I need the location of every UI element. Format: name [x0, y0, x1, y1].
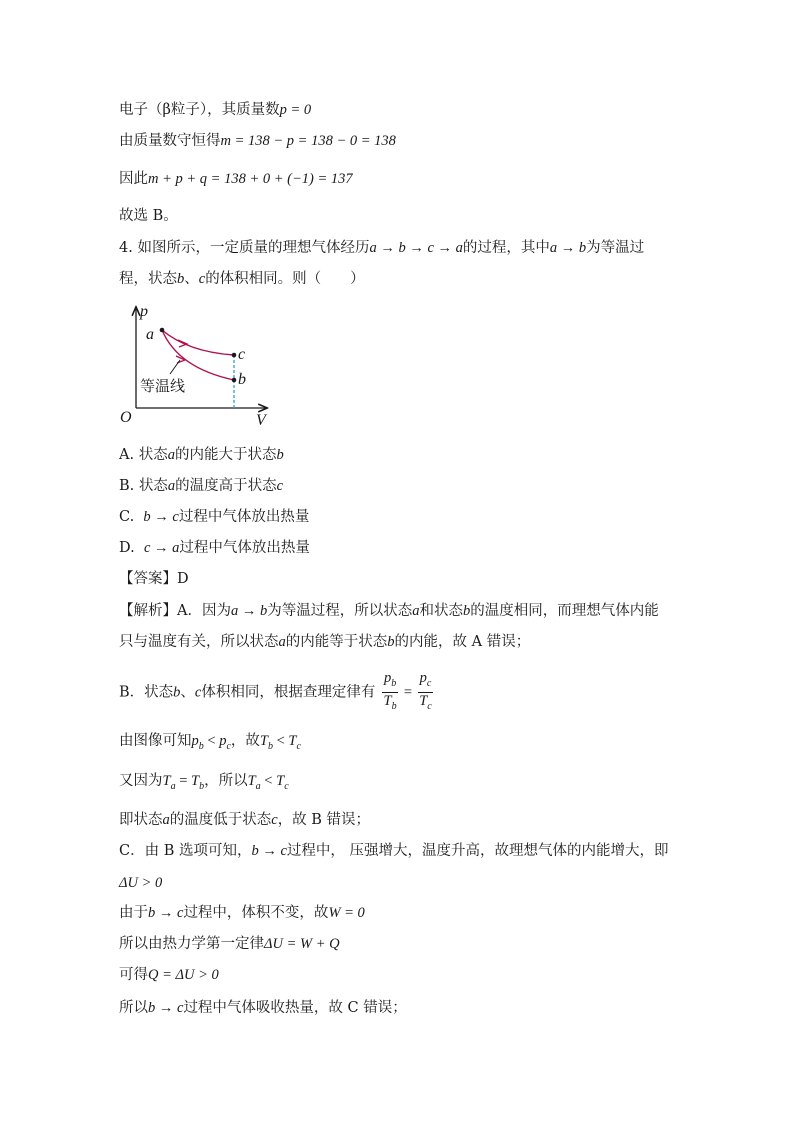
math: Q = ΔU > 0 [148, 967, 219, 983]
text: 、 [184, 271, 199, 287]
curve-a-c [162, 330, 234, 355]
math: p [383, 670, 392, 686]
math: b [462, 603, 471, 619]
math: c [194, 684, 202, 701]
p-axis-label: p [140, 303, 148, 320]
text-line [119, 131, 396, 151]
analysis-line [119, 998, 407, 1018]
subscript: a [170, 780, 176, 792]
isotherm-label: 等温线 [140, 377, 186, 395]
text: 过程中气体吸收热量，故 C 错误； [183, 1000, 407, 1016]
math: b → c [251, 843, 287, 859]
math: b → c [148, 905, 184, 921]
text: 的体积相同。则（ ） [205, 271, 365, 287]
subscript: c [284, 780, 289, 792]
text: 过程中， 压强增大，温度升高，故理想气体的内能增大，即 [286, 843, 669, 859]
text: 4. 如图所示，一定质量的理想气体经历 [119, 240, 370, 256]
math: p [419, 670, 427, 686]
text: 体积相同，根据查理定律有 [201, 684, 376, 701]
math: W = 0 [328, 905, 365, 921]
text: 所以由热力学第一定律 [119, 936, 264, 952]
math: ΔU > 0 [119, 875, 163, 891]
math: a [412, 603, 420, 619]
math: T [419, 692, 428, 709]
text-line [119, 206, 178, 226]
point-a [160, 328, 165, 333]
text: 电子（β粒子），其质量数 [119, 102, 280, 118]
fraction-pb-tb [382, 670, 398, 715]
option-b [119, 476, 283, 496]
question-stem [119, 269, 365, 289]
analysis-line [119, 670, 435, 715]
text-line [119, 100, 311, 120]
text: 过程中气体放出热量 [179, 540, 310, 556]
math: b [173, 684, 181, 701]
text: D. [119, 540, 144, 556]
text: 即状态 [119, 812, 163, 828]
analysis-line [119, 903, 365, 923]
analysis-line [119, 731, 301, 757]
math: a → b → c → a [369, 240, 463, 256]
text: C．由 B 选项可知， [119, 843, 252, 859]
subscript: b [198, 740, 204, 752]
text: C. [119, 509, 144, 525]
math: a [167, 447, 175, 463]
math: T [247, 773, 256, 789]
isotherm-pointer [170, 360, 180, 374]
text: 过程中气体放出热量 [178, 509, 310, 525]
text: 故选 B。 [119, 208, 178, 224]
math: b → c [148, 1000, 184, 1016]
math: ΔU = W + Q [264, 936, 340, 952]
math: p [191, 733, 199, 749]
math: < [203, 733, 220, 749]
math: m + p + q = 138 + 0 + (−1) = 137 [148, 171, 353, 187]
math: c [271, 812, 278, 828]
question-stem [119, 238, 644, 258]
math: T [383, 692, 392, 709]
subscript: b [199, 780, 205, 792]
text: 和状态 [419, 603, 463, 619]
math: T [191, 773, 200, 789]
text: 又因为 [119, 773, 163, 789]
math: c [276, 478, 284, 494]
origin-label: O [120, 409, 132, 426]
math: b [177, 271, 185, 287]
math: a [167, 478, 176, 494]
point-c [232, 353, 237, 358]
analysis-line [119, 810, 370, 830]
text: A. 状态 [119, 447, 168, 463]
label-b: b [238, 371, 246, 388]
math: b [387, 634, 395, 650]
math: a → b [549, 240, 587, 256]
option-d [119, 538, 310, 558]
text: 的内能等于状态 [285, 634, 388, 650]
text: 的温度高于状态 [175, 478, 277, 494]
math: = [400, 684, 416, 701]
fraction-pc-tc [418, 670, 434, 715]
text: 由于 [119, 905, 148, 921]
analysis-line [119, 873, 162, 893]
text: 过程中，体积不变，故 [183, 905, 329, 921]
math: c [198, 271, 206, 287]
subscript: c [226, 740, 231, 752]
option-a [119, 445, 284, 465]
subscript: b [267, 740, 273, 752]
math: a [162, 812, 170, 828]
text: ，所以 [204, 773, 248, 789]
text: 【解析】A．因为 [119, 603, 231, 619]
label-c: c [238, 346, 246, 363]
subscript: b [391, 700, 397, 712]
text: 由质量数守恒得 [119, 133, 221, 149]
math: < [260, 773, 277, 789]
text: 的温度低于状态 [169, 812, 272, 828]
math: T [162, 773, 171, 789]
math: T [259, 733, 268, 749]
analysis-line [119, 771, 289, 797]
math: a [278, 634, 286, 650]
text: ，故 B 错误； [277, 812, 371, 828]
analysis-line [119, 601, 659, 621]
text: B. 状态 [119, 478, 168, 494]
math: b [276, 447, 284, 463]
analysis-line [119, 934, 340, 954]
pv-diagram [118, 300, 278, 430]
v-axis-label: V [256, 412, 266, 429]
math: T [288, 733, 297, 749]
text: 由图像可知 [119, 733, 192, 749]
text: ，故 [230, 733, 260, 749]
subscript: b [391, 677, 397, 689]
text: 为等温过 [586, 240, 645, 256]
subscript: c [426, 677, 432, 689]
text: 可得 [119, 967, 148, 983]
math: < [272, 733, 289, 749]
math: a → b [230, 603, 268, 619]
text: 程，状态 [119, 271, 177, 287]
analysis-line [119, 965, 219, 985]
text: 的温度相同，而理想气体内能 [470, 603, 659, 619]
math: p [219, 733, 227, 749]
text-line [119, 169, 353, 189]
analysis-line [119, 632, 530, 652]
subscript: a [255, 780, 261, 792]
point-b [232, 378, 237, 383]
text: 的过程，其中 [462, 240, 550, 256]
text: 所以 [119, 1000, 148, 1016]
subscript: c [427, 700, 432, 712]
text: 为等温过程，所以状态 [267, 603, 413, 619]
math: m = 138 − p = 138 − 0 = 138 [220, 133, 396, 149]
text: 只与温度有关，所以状态 [119, 634, 279, 650]
text: 因此 [119, 171, 148, 187]
math: = [175, 773, 192, 789]
subscript: c [296, 740, 301, 752]
analysis-line [119, 841, 669, 861]
arrow-a-b [176, 356, 185, 363]
answer: 【答案】D [119, 571, 189, 587]
text: B．状态 [119, 684, 174, 701]
text: 的内能，故 A 错误； [394, 634, 531, 650]
math: b → c [143, 509, 179, 525]
label-a: a [146, 326, 154, 343]
math: c → a [143, 540, 180, 556]
text: 的内能大于状态 [174, 447, 277, 463]
text: 、 [180, 684, 195, 701]
math: p = 0 [279, 102, 312, 118]
option-c [119, 507, 309, 527]
math: T [276, 773, 285, 789]
